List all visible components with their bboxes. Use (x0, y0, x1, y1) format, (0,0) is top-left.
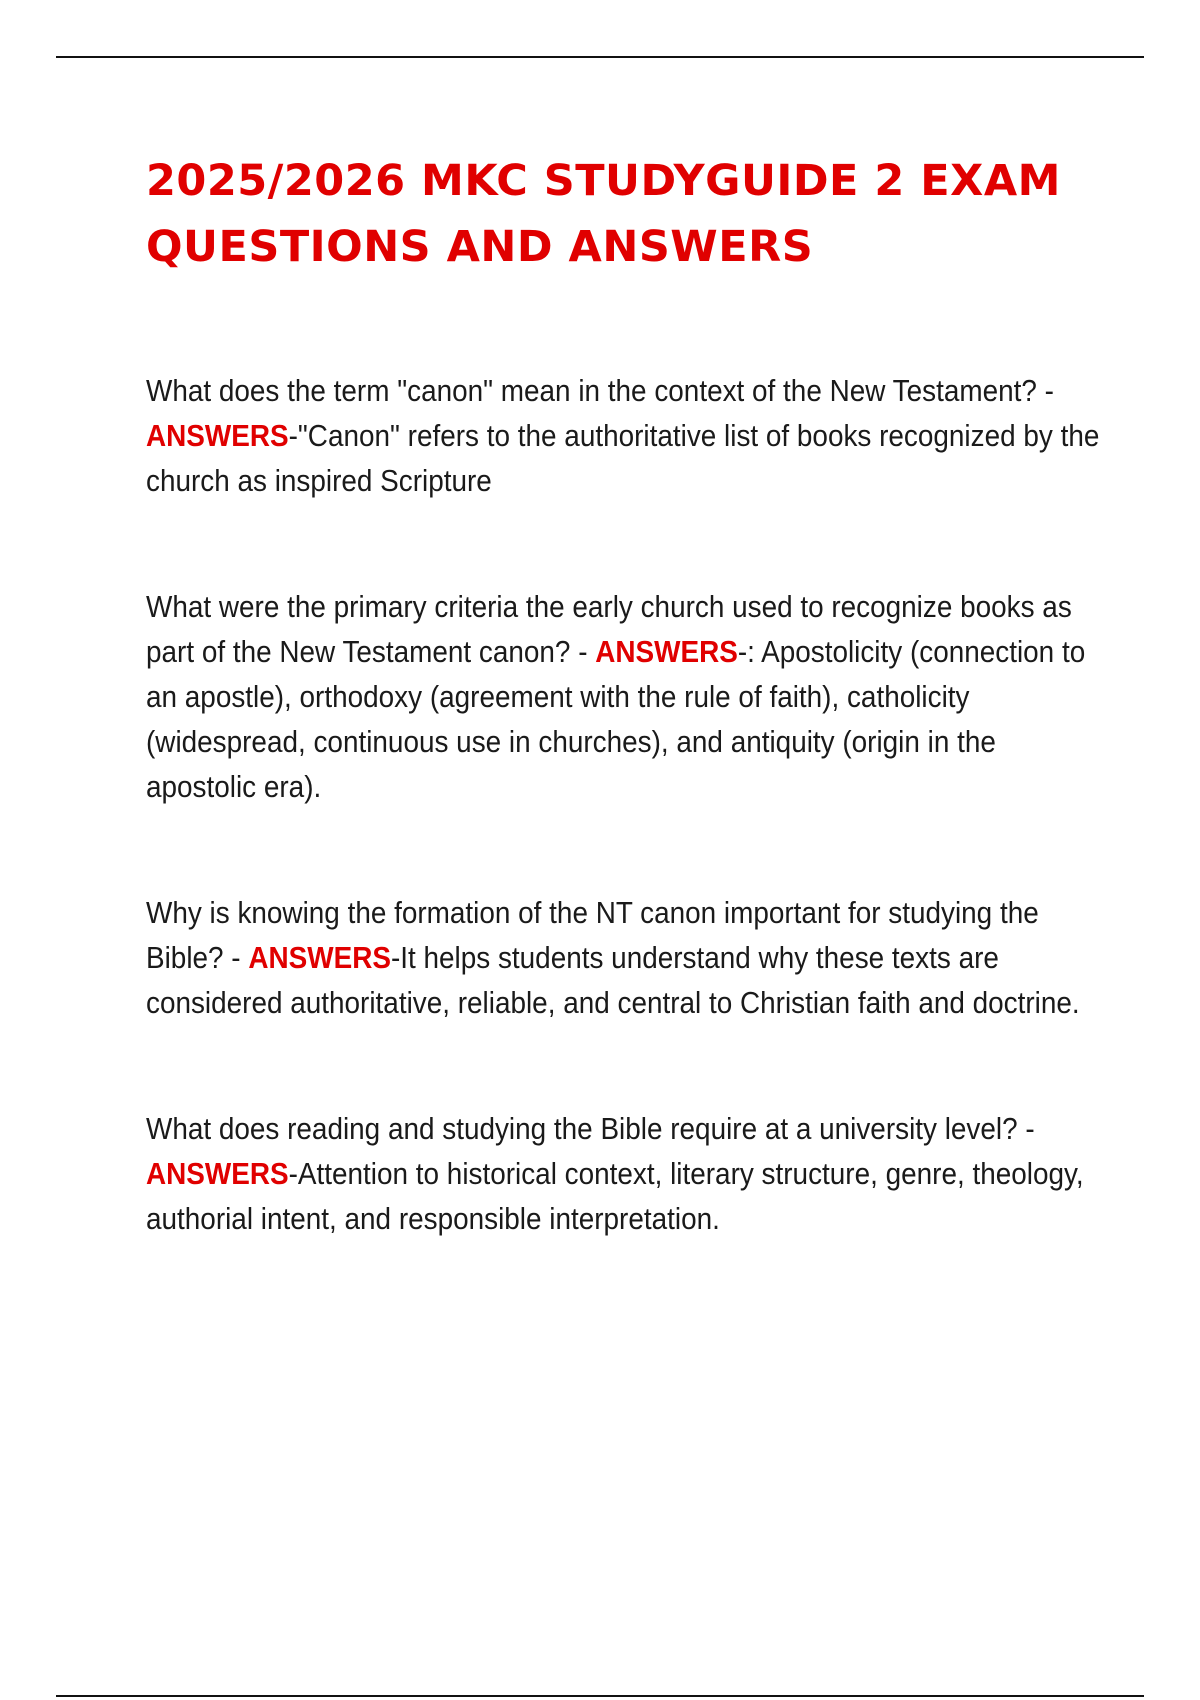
answer-text: -"Canon" refers to the authoritative list of books recognized by the church as inspired Scripture (146, 418, 1100, 498)
answer-text: -: Apostolicity (connection to an apostle), orthodoxy (agreement with the rule of faith), catholicity (widespread, continuous use in churches), and antiquity (origin in the apostolic era). (146, 634, 1086, 804)
document-body (146, 148, 1106, 1322)
question-text: Why is knowing the formation of the NT canon important for studying the Bible? - (146, 895, 1039, 975)
answer-label: ANSWERS (146, 1156, 289, 1191)
bottom-divider (56, 1695, 1144, 1697)
answer-label: ANSWERS (146, 418, 289, 453)
question-text: What does the term "canon" mean in the context of the New Testament? - (146, 373, 1054, 408)
qa-item (146, 1106, 1106, 1241)
document-title (146, 148, 1106, 280)
title-line-1: 2025/2026 MKC STUDYGUIDE 2 EXAM (146, 156, 1061, 206)
answer-text: -It helps students understand why these texts are considered authoritative, reliable, and central to Christian faith and doctrine. (146, 940, 1080, 1020)
qa-item (146, 890, 1106, 1025)
question-text: What were the primary criteria the early church used to recognize books as part of the New Testament canon? - (146, 589, 1072, 669)
question-text: What does reading and studying the Bible require at a university level? - (146, 1111, 1035, 1146)
title-line-2: QUESTIONS AND ANSWERS (146, 222, 814, 272)
answer-label: ANSWERS (595, 634, 738, 669)
answer-text: -Attention to historical context, literary structure, genre, theology, authorial intent, and responsible interpretation. (146, 1156, 1084, 1236)
qa-item (146, 368, 1106, 503)
answer-label: ANSWERS (248, 940, 391, 975)
top-divider (56, 56, 1144, 58)
qa-item (146, 584, 1106, 809)
qa-list (146, 368, 1106, 1241)
